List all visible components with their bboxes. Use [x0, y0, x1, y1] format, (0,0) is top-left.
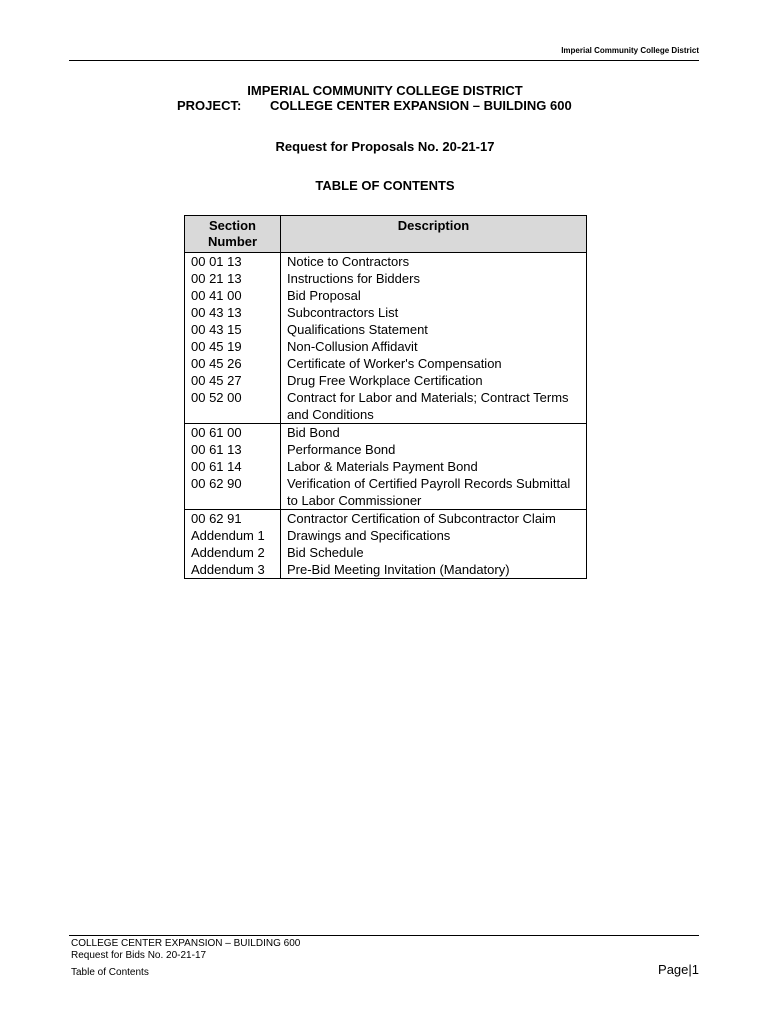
- description-cell: Contractor Certification of Subcontractor Claim: [281, 510, 587, 528]
- header-description: Description: [281, 216, 587, 253]
- section-number-cell: 00 62 90: [185, 475, 281, 510]
- table-row: [185, 338, 587, 355]
- description-cell: Labor & Materials Payment Bond: [281, 458, 587, 475]
- section-number-cell: 00 45 19: [185, 338, 281, 355]
- project-label: PROJECT:: [177, 98, 242, 113]
- section-number-cell: 00 61 14: [185, 458, 281, 475]
- section-number-cell: 00 41 00: [185, 287, 281, 304]
- table-row: [185, 458, 587, 475]
- table-row: [185, 510, 587, 528]
- table-row: [185, 561, 587, 579]
- description-cell: Bid Bond: [281, 424, 587, 442]
- section-number-cell: 00 43 15: [185, 321, 281, 338]
- description-cell: Verification of Certified Payroll Records Submittal to Labor Commissioner: [281, 475, 587, 510]
- district-title: IMPERIAL COMMUNITY COLLEGE DISTRICT: [247, 83, 523, 98]
- toc-table: [184, 215, 587, 579]
- description-cell: Notice to Contractors: [281, 253, 587, 271]
- table-row: [185, 287, 587, 304]
- page-number: Page|1: [658, 962, 699, 977]
- section-number-cell: 00 61 13: [185, 441, 281, 458]
- project-name: COLLEGE CENTER EXPANSION – BUILDING 600: [270, 98, 572, 113]
- toc-heading: TABLE OF CONTENTS: [315, 178, 455, 193]
- description-cell: Pre-Bid Meeting Invitation (Mandatory): [281, 561, 587, 579]
- table-row: [185, 270, 587, 287]
- section-number-cell: 00 45 26: [185, 355, 281, 372]
- section-number-cell: 00 61 00: [185, 424, 281, 442]
- description-cell: Performance Bond: [281, 441, 587, 458]
- description-cell: Drawings and Specifications: [281, 527, 587, 544]
- section-number-cell: Addendum 2: [185, 544, 281, 561]
- section-number-cell: 00 45 27: [185, 372, 281, 389]
- page-header: Imperial Community College District: [561, 46, 699, 55]
- table-row: [185, 441, 587, 458]
- description-cell: Certificate of Worker's Compensation: [281, 355, 587, 372]
- description-cell: Drug Free Workplace Certification: [281, 372, 587, 389]
- section-number-cell: 00 21 13: [185, 270, 281, 287]
- footer-section: Table of Contents: [71, 967, 149, 978]
- footer-project: COLLEGE CENTER EXPANSION – BUILDING 600: [71, 938, 301, 949]
- section-number-cell: 00 01 13: [185, 253, 281, 271]
- table-row: [185, 527, 587, 544]
- header-section-number: Section Number: [185, 216, 281, 253]
- table-row: [185, 355, 587, 372]
- table-row: [185, 321, 587, 338]
- footer-rfb: Request for Bids No. 20-21-17: [71, 950, 207, 961]
- table-row: [185, 475, 587, 510]
- description-cell: Instructions for Bidders: [281, 270, 587, 287]
- toc-body: [185, 253, 587, 579]
- footer-rule: [69, 935, 699, 936]
- table-row: [185, 304, 587, 321]
- table-row: [185, 544, 587, 561]
- table-row: [185, 424, 587, 442]
- section-number-cell: 00 52 00: [185, 389, 281, 424]
- table-row: [185, 389, 587, 424]
- table-row: [185, 372, 587, 389]
- header-rule: [69, 60, 699, 61]
- table-row: [185, 253, 587, 271]
- description-cell: Qualifications Statement: [281, 321, 587, 338]
- section-number-cell: Addendum 3: [185, 561, 281, 579]
- section-number-cell: 00 43 13: [185, 304, 281, 321]
- footer-info: [71, 938, 300, 979]
- section-number-cell: 00 62 91: [185, 510, 281, 528]
- section-number-cell: Addendum 1: [185, 527, 281, 544]
- description-cell: Contract for Labor and Materials; Contract Terms and Conditions: [281, 389, 587, 424]
- rfp-number: Request for Proposals No. 20-21-17: [275, 139, 495, 154]
- description-cell: Bid Proposal: [281, 287, 587, 304]
- project-line: [177, 98, 572, 113]
- description-cell: Subcontractors List: [281, 304, 587, 321]
- description-cell: Bid Schedule: [281, 544, 587, 561]
- description-cell: Non-Collusion Affidavit: [281, 338, 587, 355]
